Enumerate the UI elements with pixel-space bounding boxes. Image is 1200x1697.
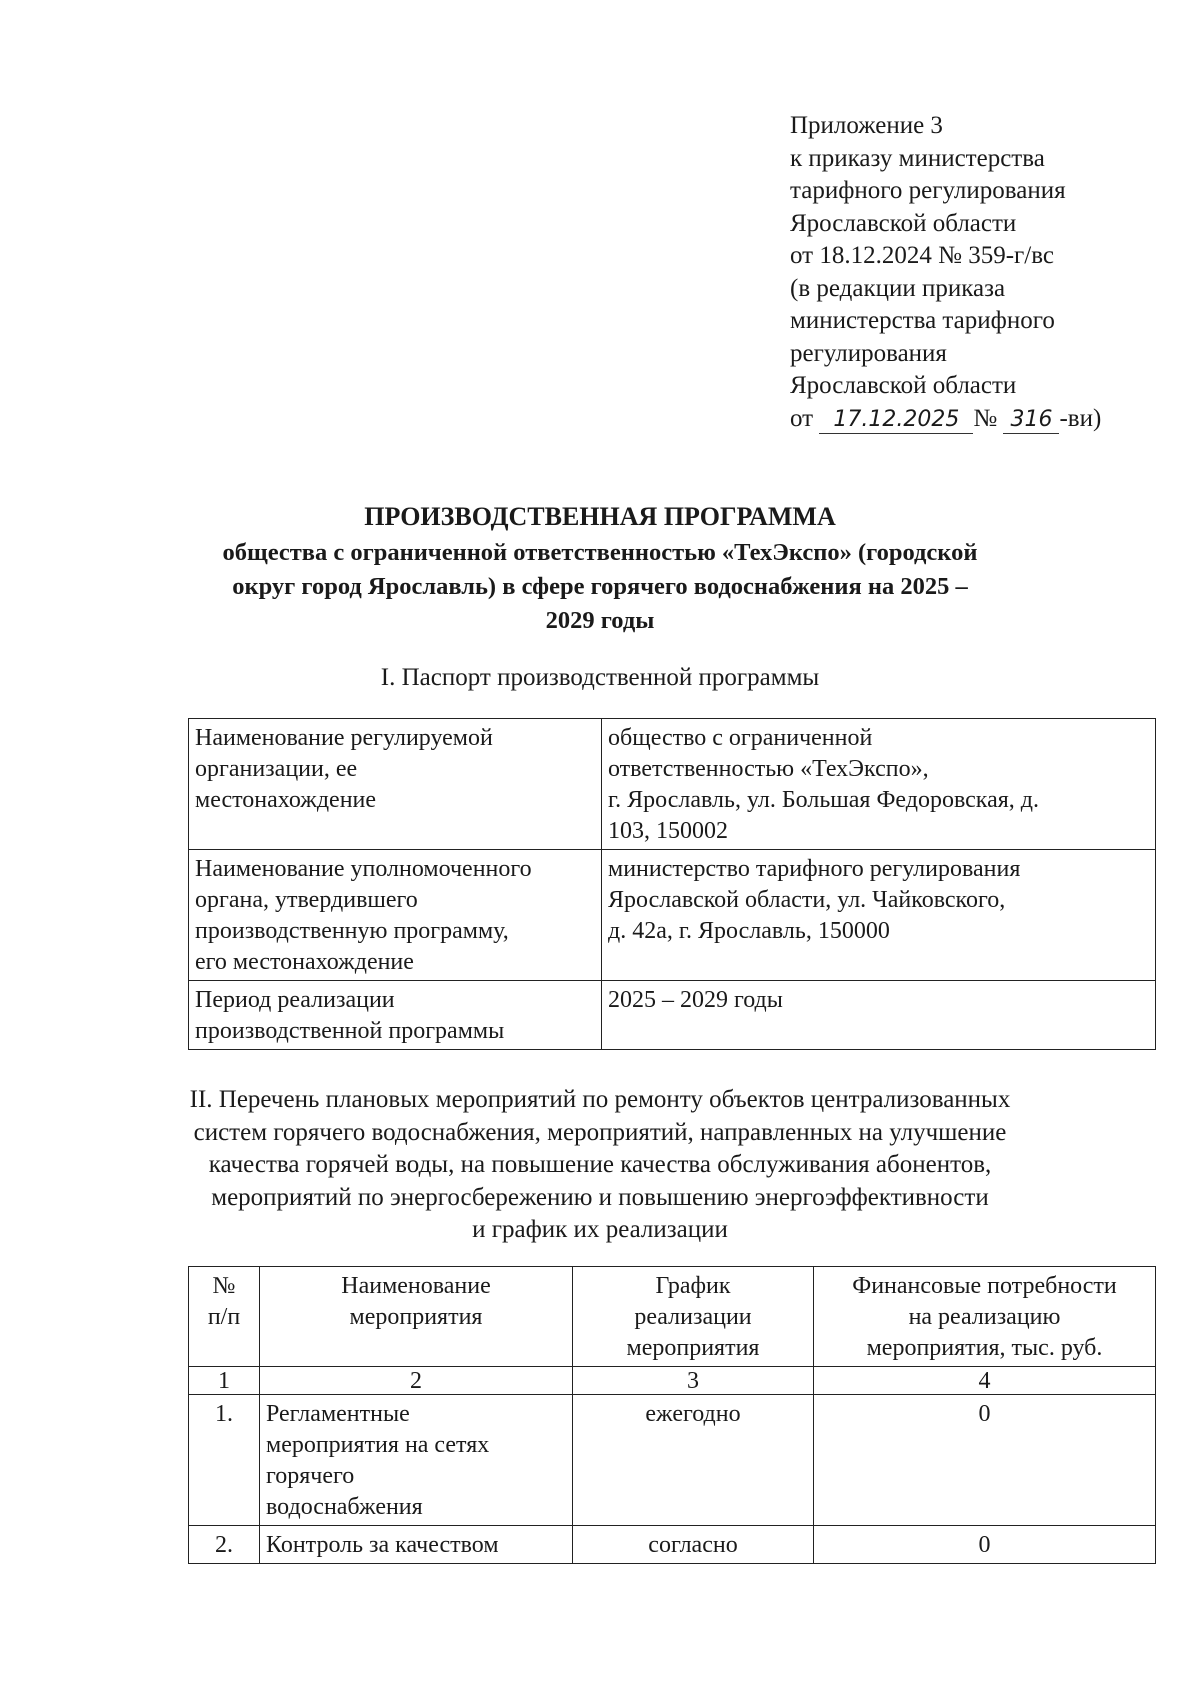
document-title: ПРОИЗВОДСТВЕННАЯ ПРОГРАММА: [364, 502, 836, 531]
subtitle-line: округ город Ярославль) в сфере горячего водоснабжения на 2025 –: [232, 573, 968, 600]
measure-name: [260, 1395, 573, 1526]
header-line: №: [212, 1273, 236, 1299]
cell-line: Ярославской области, ул. Чайковского,: [608, 887, 1006, 913]
passport-label-cell: [189, 850, 602, 981]
table-row: [189, 981, 1156, 1050]
column-number: 2: [260, 1367, 573, 1395]
cell-line: Период реализации: [195, 987, 395, 1013]
appendix-line: к приказу министерства: [790, 144, 1045, 172]
section1-heading: I. Паспорт производственной программы: [380, 664, 820, 691]
table-row: [189, 1395, 1156, 1526]
cell-line: д. 42а, г. Ярославль, 150000: [608, 918, 890, 944]
appendix-line: Ярославской области: [790, 372, 1017, 399]
column-header: [573, 1267, 814, 1367]
row-number: 1.: [189, 1395, 260, 1526]
table-row: [189, 1526, 1156, 1564]
cell-line: общество с ограниченной: [608, 725, 873, 751]
header-line: мероприятия, тыс. руб.: [866, 1335, 1103, 1361]
appendix-prefix: от: [790, 404, 814, 432]
appendix-last-line: [790, 403, 1101, 436]
appendix-line: министерства тарифного: [790, 307, 1055, 334]
measure-finance: 0: [814, 1395, 1156, 1526]
subtitle-line: 2029 годы: [545, 607, 655, 634]
measure-finance: 0: [814, 1526, 1156, 1564]
heading-line: систем горячего водоснабжения, мероприятий, направленных на улучшение: [193, 1118, 1007, 1146]
cell-line: г. Ярославль, ул. Большая Федоровская, д.: [608, 787, 1039, 813]
heading-line: качества горячей воды, на повышение качества обслуживания абонентов,: [208, 1151, 992, 1178]
cell-line: ответственностью «ТехЭкспо»,: [608, 756, 929, 782]
column-header: [189, 1267, 260, 1367]
column-number: 3: [573, 1367, 814, 1395]
header-line: п/п: [207, 1304, 241, 1330]
cell-line: Наименование регулируемой: [195, 725, 493, 751]
document-subtitle: [180, 536, 1020, 638]
passport-value-cell: [602, 850, 1156, 981]
appendix-suffix: -ви): [1059, 404, 1102, 432]
column-number: 1: [189, 1367, 260, 1395]
passport-value-cell: [602, 981, 1156, 1050]
appendix-line: Приложение 3: [790, 112, 943, 139]
row-number: 2.: [189, 1526, 260, 1564]
cell-line: 2025 – 2029 годы: [608, 987, 783, 1013]
cell-line: органа, утвердившего: [195, 887, 418, 913]
passport-label-cell: [189, 981, 602, 1050]
appendix-line: от 18.12.2024 № 359-г/вс: [790, 242, 1054, 269]
cell-line: водоснабжения: [266, 1494, 423, 1520]
cell-line: горячего: [266, 1463, 355, 1489]
heading-line: и график их реализации: [472, 1216, 728, 1243]
subtitle-line: общества с ограниченной ответственностью «ТехЭкспо» (городской: [222, 539, 978, 566]
passport-label-cell: [189, 719, 602, 850]
table-row: [189, 719, 1156, 850]
column-number: 4: [814, 1367, 1156, 1395]
column-number-row: [189, 1367, 1156, 1395]
cell-line: Контроль за качеством: [266, 1532, 499, 1558]
cell-line: 103, 150002: [608, 818, 728, 844]
column-header: [814, 1267, 1156, 1367]
measure-schedule: согласно: [573, 1526, 814, 1564]
appendix-line: регулирования: [790, 339, 947, 367]
section2-heading: [150, 1084, 1050, 1247]
appendix-line: (в редакции приказа: [790, 274, 1006, 302]
passport-table: [188, 718, 1156, 1050]
cell-line: Наименование уполномоченного: [195, 856, 532, 882]
measure-name: [260, 1526, 573, 1564]
handwritten-date: 17.12.2025: [819, 407, 973, 434]
table-row: [189, 850, 1156, 981]
cell-line: производственную программу,: [195, 918, 509, 944]
header-line: Наименование: [341, 1273, 491, 1299]
header-line: График: [655, 1273, 731, 1299]
title-block: [180, 500, 1020, 638]
table-header-row: [189, 1267, 1156, 1367]
header-line: мероприятия: [626, 1335, 760, 1361]
appendix-line: тарифного регулирования: [790, 177, 1066, 204]
cell-line: организации, ее: [195, 756, 358, 782]
cell-line: местонахождение: [195, 787, 377, 813]
heading-line: мероприятий по энергосбережению и повышению энергоэффективности: [211, 1183, 989, 1211]
measure-schedule: ежегодно: [573, 1395, 814, 1526]
appendix-line: Ярославской области: [790, 209, 1017, 237]
measures-table: [188, 1266, 1156, 1564]
column-header: [260, 1267, 573, 1367]
cell-line: мероприятия на сетях: [266, 1432, 490, 1458]
cell-line: производственной программы: [195, 1018, 505, 1044]
header-line: на реализацию: [908, 1304, 1061, 1330]
number-sign: №: [973, 404, 998, 432]
cell-line: министерство тарифного регулирования: [608, 856, 1021, 882]
appendix-block: [790, 110, 1101, 435]
heading-line: II. Перечень плановых мероприятий по ремонту объектов централизованных: [189, 1086, 1011, 1113]
header-line: мероприятия: [349, 1304, 483, 1330]
handwritten-number: 316: [1003, 407, 1059, 434]
cell-line: его местонахождение: [195, 949, 414, 975]
header-line: Финансовые потребности: [852, 1273, 1117, 1299]
header-line: реализации: [634, 1304, 752, 1330]
cell-line: Регламентные: [266, 1401, 410, 1427]
passport-value-cell: [602, 719, 1156, 850]
